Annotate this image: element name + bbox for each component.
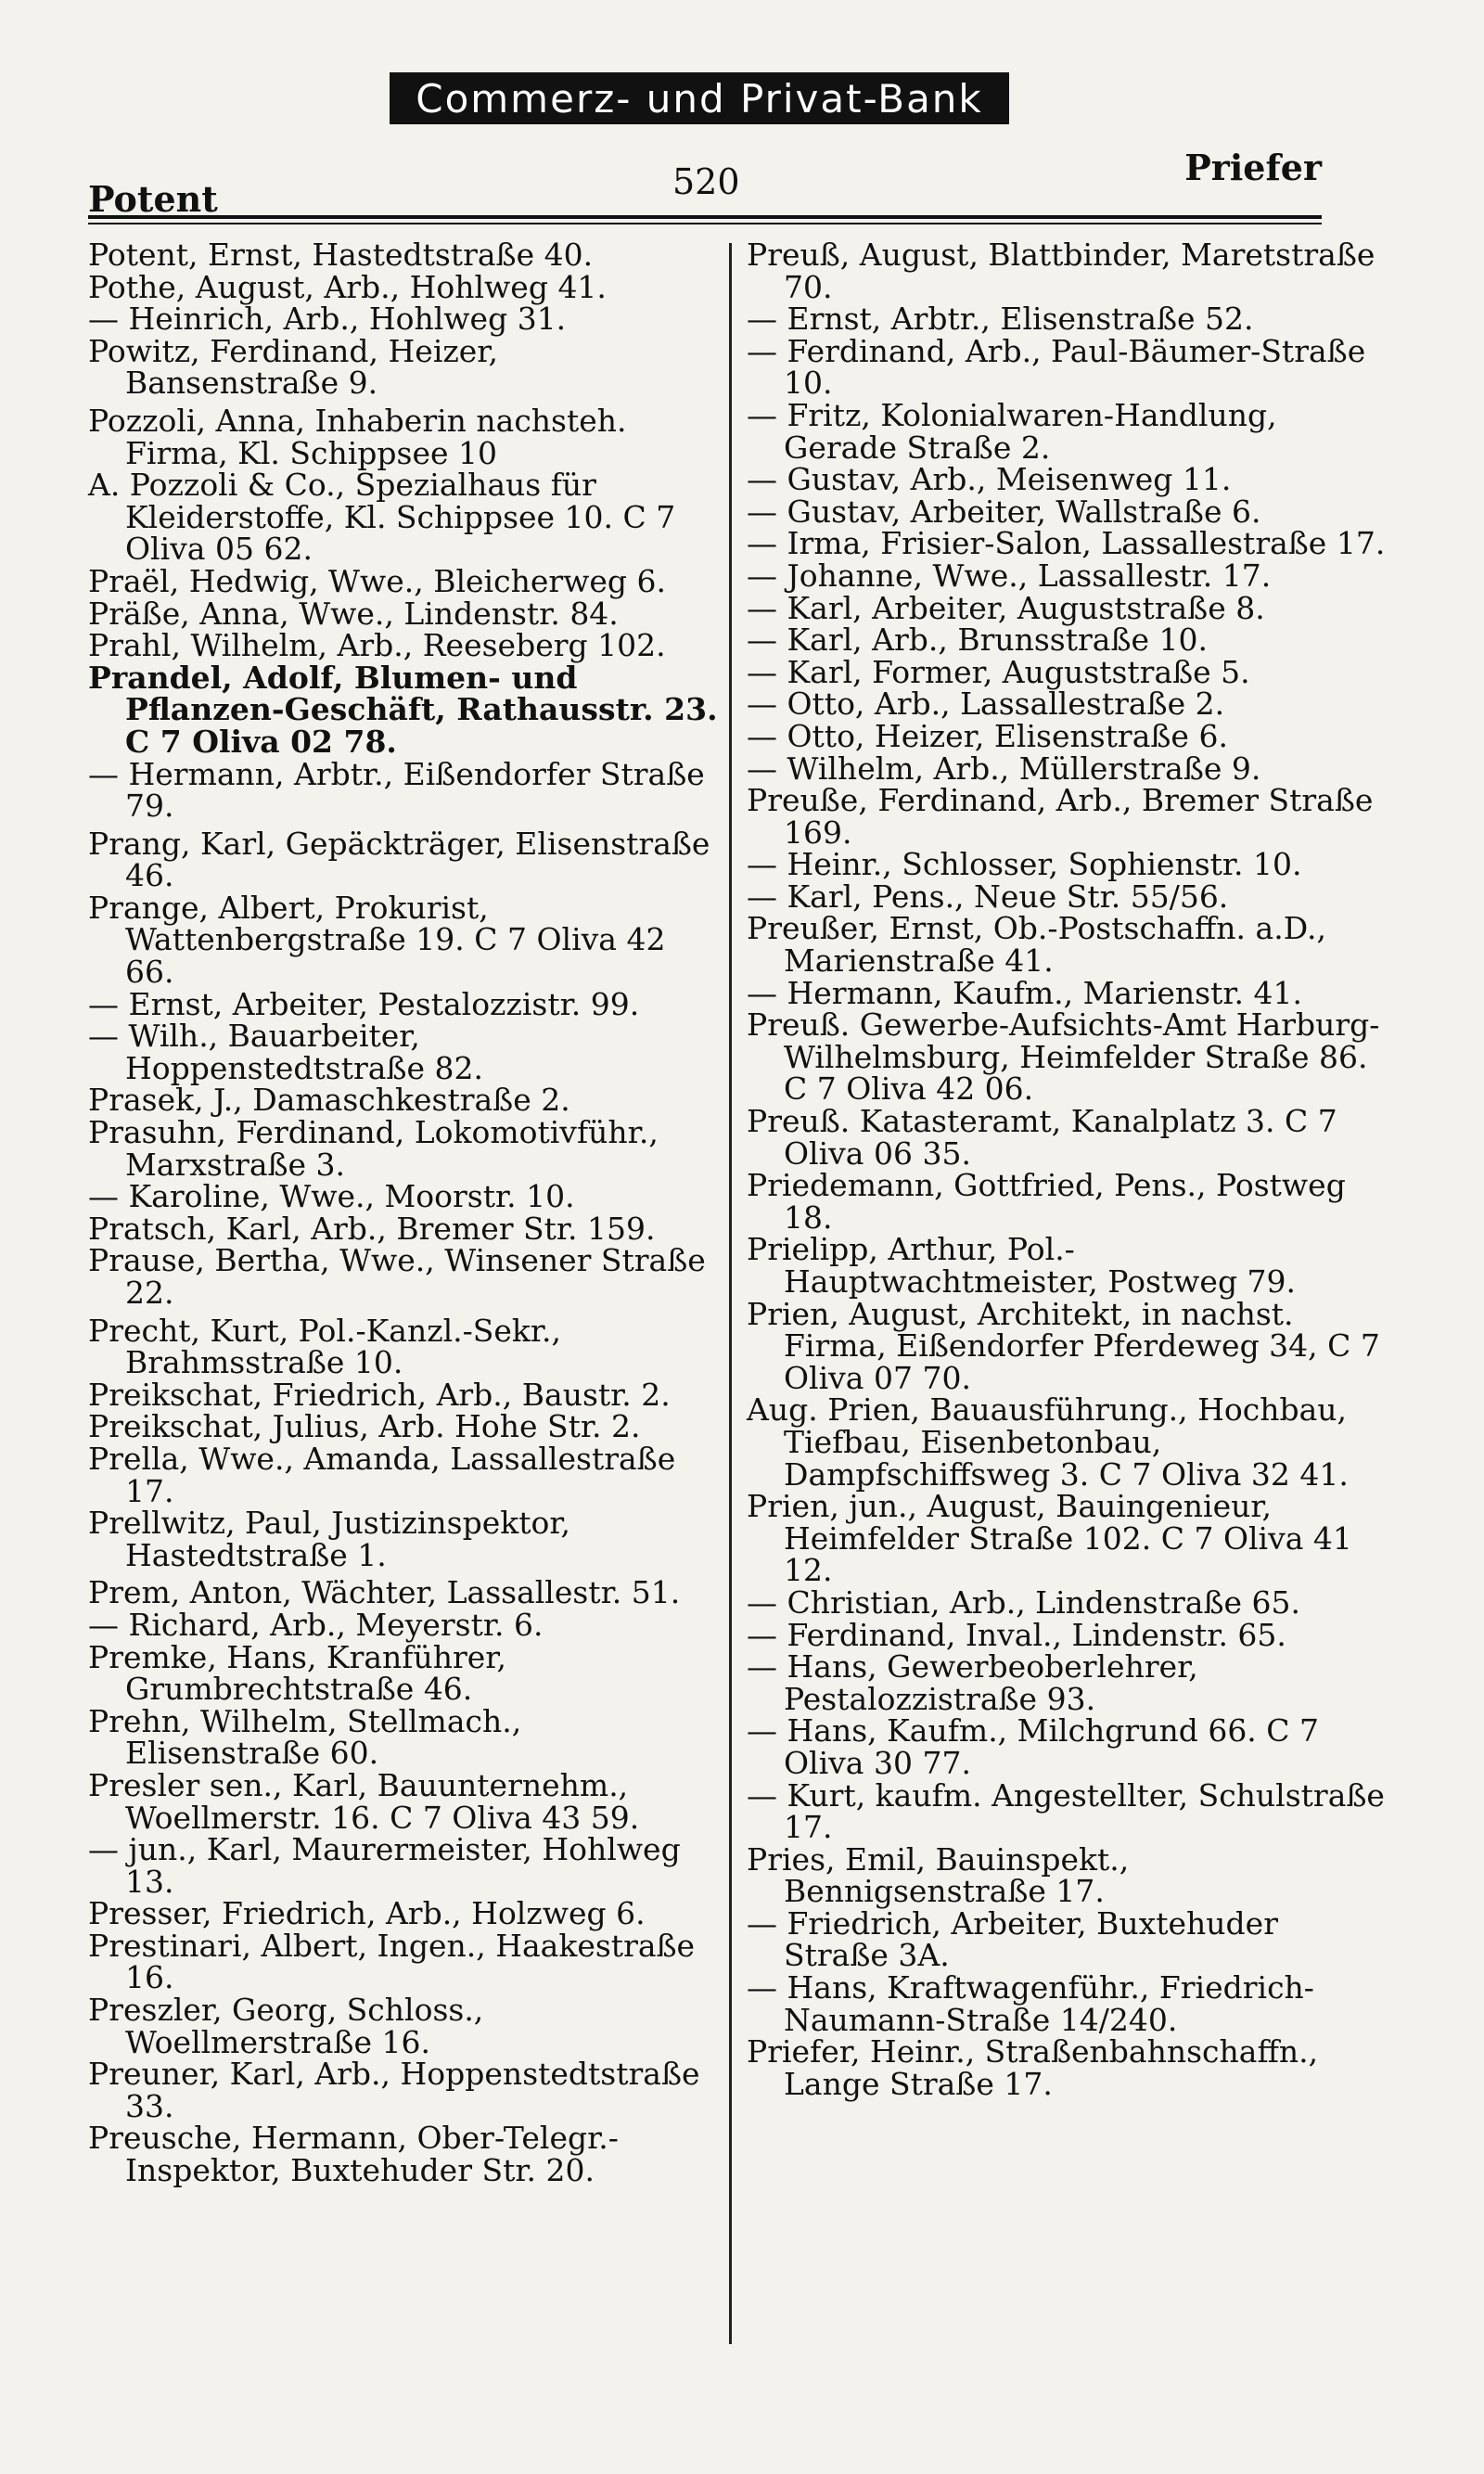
entry: Pries, Emil, Bauinspekt., Bennigsenstraße 17.	[747, 1840, 1130, 1910]
entry: Prestinari, Albert, Ingen., Haakestraße 16.	[88, 1927, 696, 1996]
entry: — Ferdinand, Arb., Paul-Bäumer-Straße 10.	[747, 332, 1366, 402]
entry: Pothe, August, Arb., Hohlweg 41.	[88, 268, 607, 305]
entry: — Irma, Frisier-Salon, Lassallestraße 17.	[747, 525, 1386, 562]
column-divider	[729, 243, 732, 2344]
entry: Prasek, J., Damaschkestraße 2.	[88, 1082, 570, 1119]
entry: — Karl, Former, Auguststraße 5.	[747, 653, 1250, 690]
entry: Priefer, Heinr., Straßenbahnschaffn., Lange Straße 17.	[747, 2033, 1319, 2102]
entry: Pratsch, Karl, Arb., Bremer Str. 159.	[88, 1210, 656, 1247]
header-first-name: Potent	[88, 178, 218, 220]
entry: Preußer, Ernst, Ob.-Postschaffn. a.D., Marienstraße 41.	[747, 910, 1326, 980]
entry: Preikschat, Julius, Arb. Hohe Str. 2.	[88, 1408, 641, 1445]
entry: Powitz, Ferdinand, Heizer, Bansenstraße 9.	[88, 332, 498, 402]
entry: — Heinrich, Arb., Hohlweg 31.	[88, 301, 567, 338]
entry: — Hermann, Kaufm., Marienstr. 41.	[747, 974, 1302, 1011]
entry: — Friedrich, Arbeiter, Buxtehuder Straße 3A.	[747, 1904, 1278, 1974]
entry: Prasuhn, Ferdinand, Lokomotivführ., Marxstraße 3.	[88, 1114, 659, 1183]
entry: — Otto, Heizer, Elisenstraße 6.	[747, 717, 1228, 754]
entry: — Kurt, kaufm. Angestellter, Schulstraße 17.	[747, 1776, 1385, 1846]
entry: — Heinr., Schlosser, Sophienstr. 10.	[747, 846, 1302, 883]
entry: — Richard, Arb., Meyerstr. 6.	[88, 1606, 544, 1643]
entry: — Ernst, Arbeiter, Pestalozzistr. 99.	[88, 985, 640, 1022]
entry: Prielipp, Arthur, Pol.-Hauptwachtmeister, Postweg 79.	[747, 1231, 1297, 1300]
entry: Preusche, Hermann, Ober-Telegr.-Inspektor, Buxtehuder Str. 20.	[88, 2120, 619, 2189]
entry: — Karl, Pens., Neue Str. 55/56.	[747, 878, 1229, 915]
entry: — Ernst, Arbtr., Elisenstraße 52.	[747, 301, 1254, 338]
header-rule-thin	[88, 223, 1322, 224]
entry: A. Pozzoli & Co., Spezialhaus für Kleiderstoffe, Kl. Schippsee 10. C 7 Oliva 05 62.	[88, 467, 676, 568]
entry: Preuß. Gewerbe-Aufsichts-Amt Harburg-Wilhelmsburg, Heimfelder Straße 86. C 7 Oliva 42 06.	[747, 1006, 1380, 1108]
entry: — Hans, Gewerbeoberlehrer, Pestalozzistraße 93.	[747, 1648, 1198, 1717]
entry: — Hans, Kraftwagenführ., Friedrich-Naumann-Straße 14/240.	[747, 1969, 1314, 2038]
entry: Preuße, Ferdinand, Arb., Bremer Straße 169.	[747, 782, 1374, 851]
header-last-name: Priefer	[1184, 147, 1322, 188]
entry: — Ferdinand, Inval., Lindenstr. 65.	[747, 1616, 1286, 1653]
entry: — Hans, Kaufm., Milchgrund 66. C 7 Oliva 30 77.	[747, 1712, 1320, 1781]
entry: Preuß, August, Blattbinder, Maretstraße 70.	[747, 237, 1375, 305]
entry: Prehn, Wilhelm, Stellmach., Elisenstraße 60.	[88, 1702, 522, 1772]
entry: Prandel, Adolf, Blumen- und Pflanzen-Geschäft, Rathausstr. 23. C 7 Oliva 02 78.	[88, 659, 718, 760]
entry: — Christian, Arb., Lindenstraße 65.	[747, 1583, 1300, 1621]
running-head	[88, 139, 1322, 220]
entry: — jun., Karl, Maurermeister, Hohlweg 13.	[88, 1831, 681, 1900]
left-column	[88, 239, 719, 2187]
entry: Prahl, Wilhelm, Arb., Reeseberg 102.	[88, 627, 666, 664]
entry: Aug. Prien, Bauausführung., Hochbau, Tiefbau, Eisenbetonbau, Dampfschiffsweg 3. C 7 Oliva 32 41.	[747, 1391, 1349, 1493]
entry: Prella, Wwe., Amanda, Lassallestraße 17.	[88, 1440, 676, 1509]
entry: Precht, Kurt, Pol.-Kanzl.-Sekr., Brahmsstraße 10.	[88, 1312, 562, 1381]
entry: Preuß. Katasteramt, Kanalplatz 3. C 7 Oliva 06 35.	[747, 1103, 1337, 1172]
entry: Priedemann, Gottfried, Pens., Postweg 18.	[747, 1167, 1346, 1236]
entry: Presler sen., Karl, Bauunternehm., Woellmerstr. 16. C 7 Oliva 43 59.	[88, 1766, 640, 1836]
entry: — Fritz, Kolonialwaren-Handlung, Gerade Straße 2.	[747, 396, 1277, 466]
entry: Preuner, Karl, Arb., Hoppenstedtstraße 33.	[88, 2056, 700, 2124]
entry: Prem, Anton, Wächter, Lassallestr. 51.	[88, 1574, 681, 1611]
entry: Preikschat, Friedrich, Arb., Baustr. 2.	[88, 1376, 671, 1413]
entry: — Gustav, Arb., Meisenweg 11.	[747, 461, 1232, 498]
entry: — Karl, Arb., Brunsstraße 10.	[747, 622, 1208, 659]
entry: — Wilh., Bauarbeiter, Hoppenstedtstraße 82.	[88, 1018, 483, 1086]
entry: Prang, Karl, Gepäckträger, Elisenstraße 46.	[88, 825, 710, 894]
entry: Prien, August, Architekt, in nachst. Firma, Eißendorfer Pferdeweg 34, C 7 Oliva 07 70.	[747, 1295, 1380, 1396]
page-number: 520	[672, 161, 740, 202]
entry: — Otto, Arb., Lassallestraße 2.	[747, 686, 1225, 723]
entry: Prause, Bertha, Wwe., Winsener Straße 22.	[88, 1242, 706, 1311]
entry: Prien, jun., August, Bauingenieur, Heimfelder Straße 102. C 7 Oliva 41 12.	[747, 1488, 1352, 1589]
bank-banner: Commerz- und Privat-Bank	[390, 72, 1009, 124]
right-column	[747, 239, 1387, 2100]
entry: Premke, Hans, Kranführer, Grumbrechtstraße 46.	[88, 1638, 506, 1708]
header-rule	[88, 215, 1322, 219]
entry: Prange, Albert, Prokurist, Wattenbergstraße 19. C 7 Oliva 42 66.	[88, 889, 666, 991]
entry: Prellwitz, Paul, Justizinspektor, Hastedtstraße 1.	[88, 1505, 571, 1573]
entry: Preszler, Georg, Schloss., Woellmerstraße 16.	[88, 1992, 484, 2060]
entry: Presser, Friedrich, Arb., Holzweg 6.	[88, 1895, 646, 1932]
entry: — Wilhelm, Arb., Müllerstraße 9.	[747, 750, 1261, 787]
entry: Pozzoli, Anna, Inhaberin nachsteh. Firma, Kl. Schippsee 10	[88, 402, 627, 471]
entry: Praël, Hedwig, Wwe., Bleicherweg 6.	[88, 562, 667, 599]
entry: — Hermann, Arbtr., Eißendorfer Straße 79.	[88, 755, 705, 825]
entry: Potent, Ernst, Hastedtstraße 40.	[88, 237, 594, 273]
entry: Präße, Anna, Wwe., Lindenstr. 84.	[88, 595, 619, 632]
entry: — Karoline, Wwe., Moorstr. 10.	[88, 1178, 575, 1215]
entry: — Karl, Arbeiter, Auguststraße 8.	[747, 589, 1265, 626]
entry: — Johanne, Wwe., Lassallestr. 17.	[747, 557, 1272, 594]
entry: — Gustav, Arbeiter, Wallstraße 6.	[747, 493, 1261, 530]
